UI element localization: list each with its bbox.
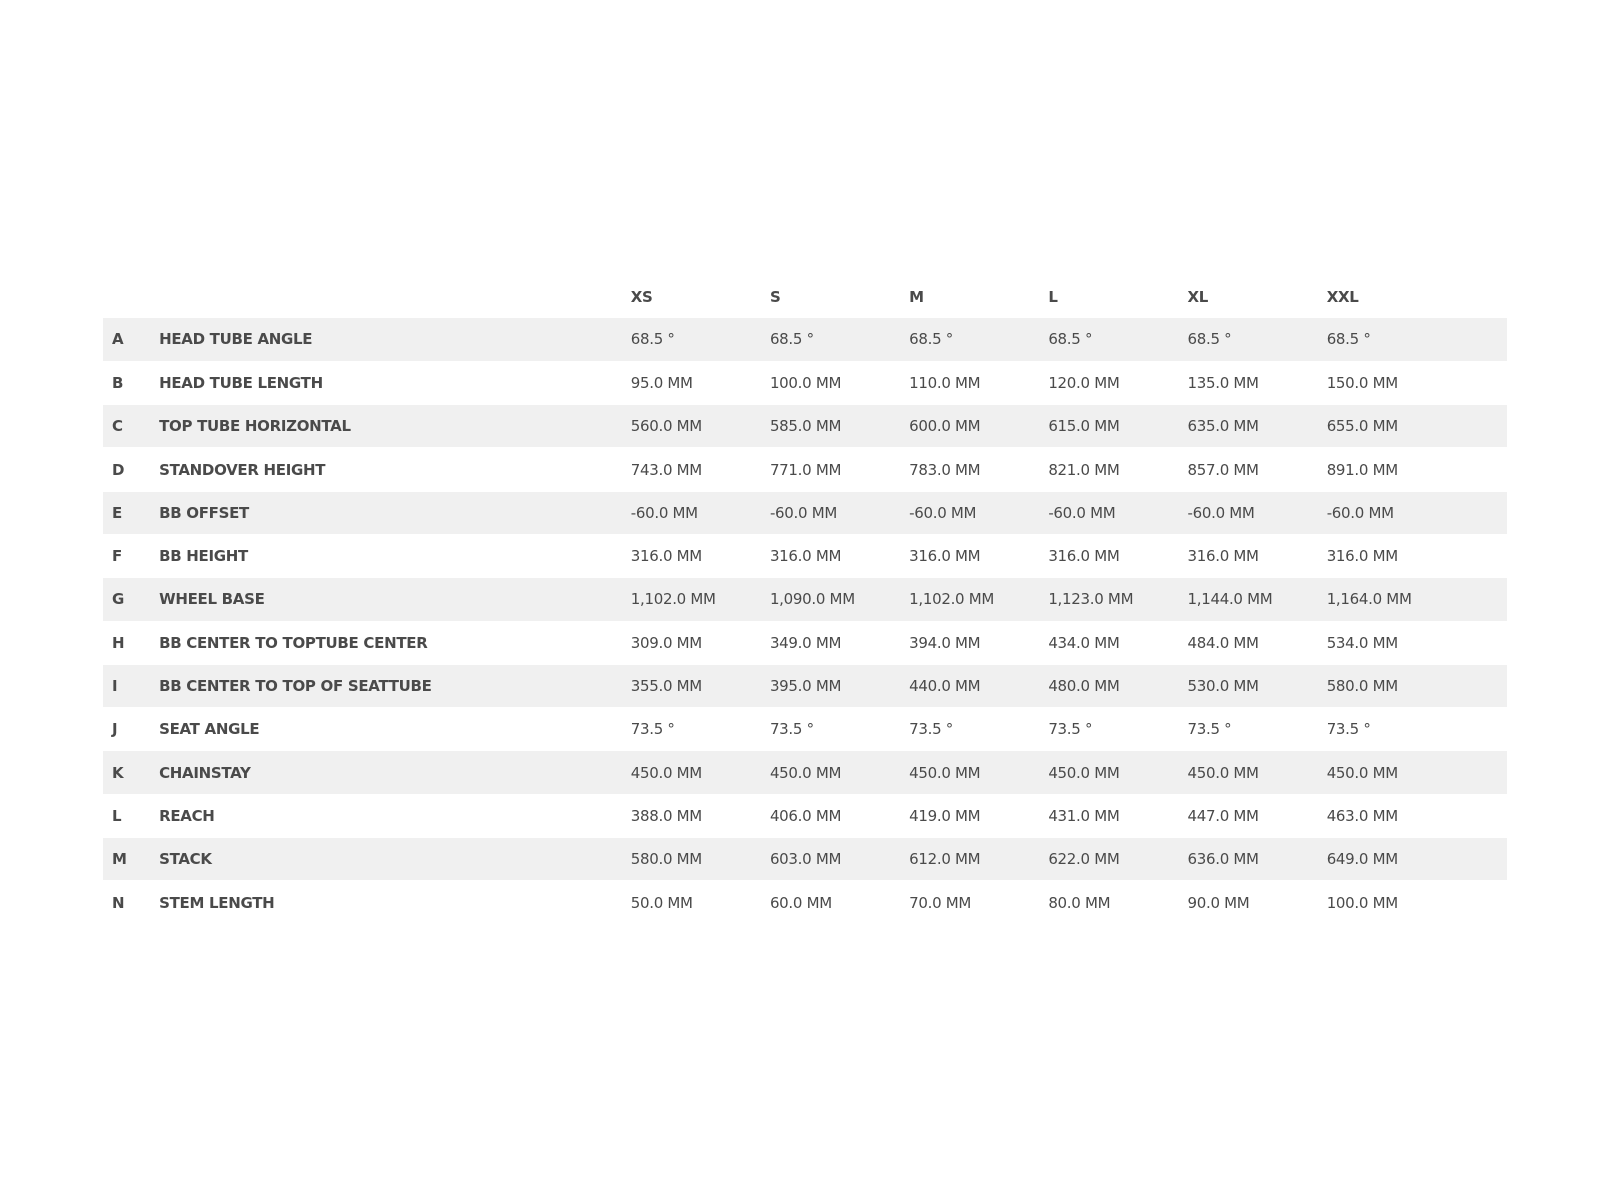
row-value: 635.0 MM <box>1188 405 1327 448</box>
row-value: 100.0 MM <box>1327 881 1507 924</box>
row-letter: D <box>103 448 159 491</box>
table-row <box>103 578 1507 621</box>
table-row <box>103 318 1507 361</box>
row-value: 636.0 MM <box>1188 838 1327 881</box>
row-value: 1,090.0 MM <box>770 578 909 621</box>
row-measurement-name: CHAINSTAY <box>159 751 631 794</box>
row-value: -60.0 MM <box>1188 491 1327 534</box>
row-value: 73.5 ° <box>631 708 770 751</box>
header-letter-blank <box>103 276 159 318</box>
row-value: 821.0 MM <box>1048 448 1187 491</box>
row-measurement-name: STACK <box>159 838 631 881</box>
row-value: 316.0 MM <box>1048 534 1187 577</box>
row-measurement-name: BB HEIGHT <box>159 534 631 577</box>
table-row <box>103 361 1507 404</box>
row-measurement-name: REACH <box>159 794 631 837</box>
table-row <box>103 751 1507 794</box>
size-header: XS <box>630 288 653 306</box>
row-value: 450.0 MM <box>909 751 1048 794</box>
row-value: 857.0 MM <box>1188 448 1327 491</box>
row-letter: B <box>103 361 159 404</box>
row-value: 891.0 MM <box>1327 448 1507 491</box>
row-value: 150.0 MM <box>1327 361 1507 404</box>
row-value: 316.0 MM <box>909 534 1048 577</box>
table-row <box>103 881 1507 924</box>
row-measurement-name: STEM LENGTH <box>159 881 631 924</box>
row-value: 60.0 MM <box>770 881 909 924</box>
row-letter: E <box>103 491 159 534</box>
row-value: 463.0 MM <box>1327 794 1507 837</box>
row-value: 615.0 MM <box>1048 405 1187 448</box>
size-header: L <box>1048 288 1058 306</box>
row-value: 395.0 MM <box>770 664 909 707</box>
row-value: 600.0 MM <box>909 405 1048 448</box>
row-value: 743.0 MM <box>631 448 770 491</box>
row-value: 50.0 MM <box>631 881 770 924</box>
row-value: 434.0 MM <box>1048 621 1187 664</box>
row-value: 431.0 MM <box>1048 794 1187 837</box>
row-measurement-name: BB CENTER TO TOPTUBE CENTER <box>159 621 631 664</box>
row-measurement-name: WHEEL BASE <box>159 578 631 621</box>
row-value: 560.0 MM <box>631 405 770 448</box>
header-name-blank <box>159 276 631 318</box>
row-value: -60.0 MM <box>631 491 770 534</box>
row-letter: H <box>103 621 159 664</box>
table-row <box>103 448 1507 491</box>
row-value: 316.0 MM <box>1188 534 1327 577</box>
row-letter: K <box>103 751 159 794</box>
row-measurement-name: BB CENTER TO TOP OF SEATTUBE <box>159 664 631 707</box>
size-header-row <box>103 276 1507 318</box>
row-measurement-name: HEAD TUBE ANGLE <box>159 318 631 361</box>
row-value: 100.0 MM <box>770 361 909 404</box>
row-value: 585.0 MM <box>770 405 909 448</box>
row-measurement-name: BB OFFSET <box>159 491 631 534</box>
size-header: XL <box>1187 288 1209 306</box>
table-row <box>103 621 1507 664</box>
table-row <box>103 491 1507 534</box>
row-value: 612.0 MM <box>909 838 1048 881</box>
row-value: 73.5 ° <box>909 708 1048 751</box>
row-value: 309.0 MM <box>631 621 770 664</box>
row-measurement-name: HEAD TUBE LENGTH <box>159 361 631 404</box>
row-value: 73.5 ° <box>1188 708 1327 751</box>
row-value: 349.0 MM <box>770 621 909 664</box>
row-value: 68.5 ° <box>1048 318 1187 361</box>
row-value: 783.0 MM <box>909 448 1048 491</box>
row-value: 1,144.0 MM <box>1188 578 1327 621</box>
row-value: 580.0 MM <box>1327 664 1507 707</box>
row-value: 73.5 ° <box>1048 708 1187 751</box>
row-value: 450.0 MM <box>1327 751 1507 794</box>
row-value: 440.0 MM <box>909 664 1048 707</box>
row-value: 580.0 MM <box>631 838 770 881</box>
row-value: -60.0 MM <box>770 491 909 534</box>
table-row <box>103 405 1507 448</box>
row-value: 110.0 MM <box>909 361 1048 404</box>
row-value: 120.0 MM <box>1048 361 1187 404</box>
row-value: 480.0 MM <box>1048 664 1187 707</box>
row-value: 603.0 MM <box>770 838 909 881</box>
row-value: 655.0 MM <box>1327 405 1507 448</box>
row-value: -60.0 MM <box>909 491 1048 534</box>
row-value: 316.0 MM <box>631 534 770 577</box>
size-header: XXL <box>1326 288 1359 306</box>
table-row <box>103 708 1507 751</box>
row-value: 450.0 MM <box>770 751 909 794</box>
row-letter: I <box>103 664 159 707</box>
row-measurement-name: TOP TUBE HORIZONTAL <box>159 405 631 448</box>
geometry-table <box>103 276 1507 925</box>
row-value: 649.0 MM <box>1327 838 1507 881</box>
row-letter: M <box>103 838 159 881</box>
row-value: 1,123.0 MM <box>1048 578 1187 621</box>
row-value: 355.0 MM <box>631 664 770 707</box>
row-value: 73.5 ° <box>770 708 909 751</box>
row-letter: C <box>103 405 159 448</box>
row-letter: A <box>103 318 159 361</box>
table-row <box>103 838 1507 881</box>
row-value: 450.0 MM <box>1048 751 1187 794</box>
row-value: 68.5 ° <box>1188 318 1327 361</box>
row-value: 419.0 MM <box>909 794 1048 837</box>
table-row <box>103 534 1507 577</box>
row-value: 450.0 MM <box>631 751 770 794</box>
row-value: 447.0 MM <box>1188 794 1327 837</box>
row-letter: L <box>103 794 159 837</box>
row-value: 73.5 ° <box>1327 708 1507 751</box>
row-value: 771.0 MM <box>770 448 909 491</box>
table-row <box>103 794 1507 837</box>
geometry-table-body <box>103 318 1507 924</box>
row-value: 70.0 MM <box>909 881 1048 924</box>
row-value: 80.0 MM <box>1048 881 1187 924</box>
row-value: 68.5 ° <box>631 318 770 361</box>
row-value: 530.0 MM <box>1188 664 1327 707</box>
row-measurement-name: STANDOVER HEIGHT <box>159 448 631 491</box>
row-letter: J <box>103 708 159 751</box>
row-value: 388.0 MM <box>631 794 770 837</box>
row-letter: N <box>103 881 159 924</box>
row-value: 484.0 MM <box>1188 621 1327 664</box>
row-value: 95.0 MM <box>631 361 770 404</box>
size-header: S <box>769 288 781 306</box>
row-value: 622.0 MM <box>1048 838 1187 881</box>
row-value: 394.0 MM <box>909 621 1048 664</box>
row-letter: G <box>103 578 159 621</box>
row-value: 1,102.0 MM <box>631 578 770 621</box>
row-value: 316.0 MM <box>770 534 909 577</box>
row-value: -60.0 MM <box>1048 491 1187 534</box>
row-value: 1,164.0 MM <box>1327 578 1507 621</box>
row-letter: F <box>103 534 159 577</box>
row-value: 316.0 MM <box>1327 534 1507 577</box>
row-value: 68.5 ° <box>1327 318 1507 361</box>
row-value: -60.0 MM <box>1327 491 1507 534</box>
row-measurement-name: SEAT ANGLE <box>159 708 631 751</box>
row-value: 534.0 MM <box>1327 621 1507 664</box>
row-value: 406.0 MM <box>770 794 909 837</box>
row-value: 450.0 MM <box>1188 751 1327 794</box>
row-value: 68.5 ° <box>909 318 1048 361</box>
row-value: 1,102.0 MM <box>909 578 1048 621</box>
row-value: 68.5 ° <box>770 318 909 361</box>
row-value: 90.0 MM <box>1188 881 1327 924</box>
row-value: 135.0 MM <box>1188 361 1327 404</box>
size-header: M <box>909 288 924 306</box>
table-row <box>103 664 1507 707</box>
